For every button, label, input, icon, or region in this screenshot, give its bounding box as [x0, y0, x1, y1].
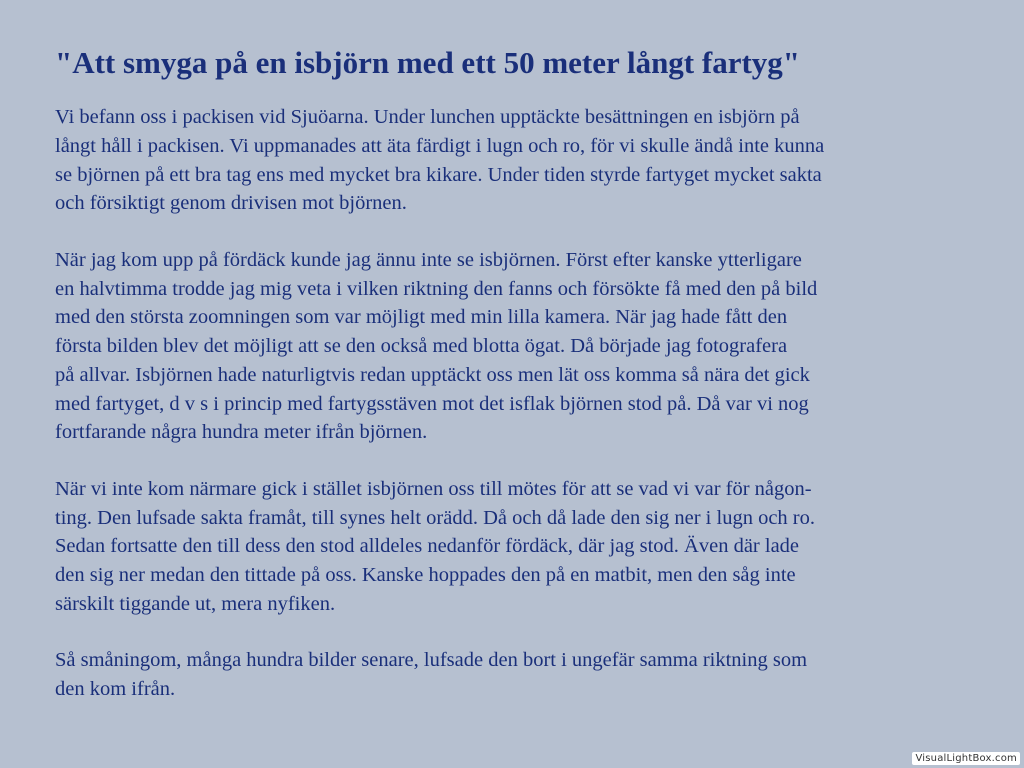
paragraph-line: När vi inte kom närmare gick i stället isbjörnen oss till mötes för att se vad vi var för någon- — [55, 477, 812, 500]
paragraph-line: på allvar. Isbjörnen hade naturligtvis redan upptäckt oss men lät oss komma så nära det gick — [55, 363, 810, 386]
paragraph-line: Så småningom, många hundra bilder senare, lufsade den bort i ungefär samma riktning som — [55, 649, 808, 672]
paragraph-line: den sig ner medan den tittade på oss. Kanske hoppades den på en matbit, men den såg inte — [55, 564, 796, 587]
paragraph-line: ting. Den lufsade sakta framåt, till synes helt orädd. Då och då lade den sig ner i lugn och ro. — [55, 506, 815, 529]
document-page — [55, 44, 1000, 732]
paragraph-1 — [55, 103, 1000, 218]
paragraph-line: Sedan fortsatte den till dess den stod alldeles nedanför fördäck, där jag stod. Även där lade — [55, 535, 800, 558]
paragraph-line: långt håll i packisen. Vi uppmanades att äta färdigt i lugn och ro, för vi skulle ändå inte kunna — [55, 134, 825, 157]
paragraph-line: fortfarande några hundra meter ifrån björnen. — [55, 421, 428, 444]
paragraph-line: särskilt tiggande ut, mera nyfiken. — [55, 592, 336, 615]
paragraph-line: med den största zoomningen som var möjligt med min lilla kamera. När jag hade fått den — [55, 306, 788, 329]
paragraph-line: och försiktigt genom drivisen mot björnen. — [55, 192, 407, 215]
paragraph-3 — [55, 475, 1000, 619]
paragraph-line: med fartyget, d v s i princip med fartygsstäven mot det isflak björnen stod på. Då var vi nog — [55, 392, 809, 415]
paragraph-line: se björnen på ett bra tag ens med mycket bra kikare. Under tiden styrde fartyget mycket sakta — [55, 163, 822, 186]
page-title: "Att smyga på en isbjörn med ett 50 meter långt fartyg" — [55, 45, 800, 80]
paragraph-line: första bilden blev det möjligt att se den också med blotta ögat. Då började jag fotografera — [55, 335, 788, 358]
paragraph-line: den kom ifrån. — [55, 678, 176, 701]
paragraph-4 — [55, 646, 1000, 703]
paragraph-2 — [55, 246, 1000, 447]
watermark-link[interactable]: VisualLightBox.com — [912, 752, 1020, 765]
paragraph-line: Vi befann oss i packisen vid Sjuöarna. Under lunchen upptäckte besättningen en isbjörn på — [55, 106, 800, 129]
paragraph-line: När jag kom upp på fördäck kunde jag ännu inte se isbjörnen. Först efter kanske ytterligare — [55, 249, 802, 271]
paragraph-line: en halvtimma trodde jag mig veta i vilken riktning den fanns och försökte få med den på bild — [55, 277, 818, 300]
